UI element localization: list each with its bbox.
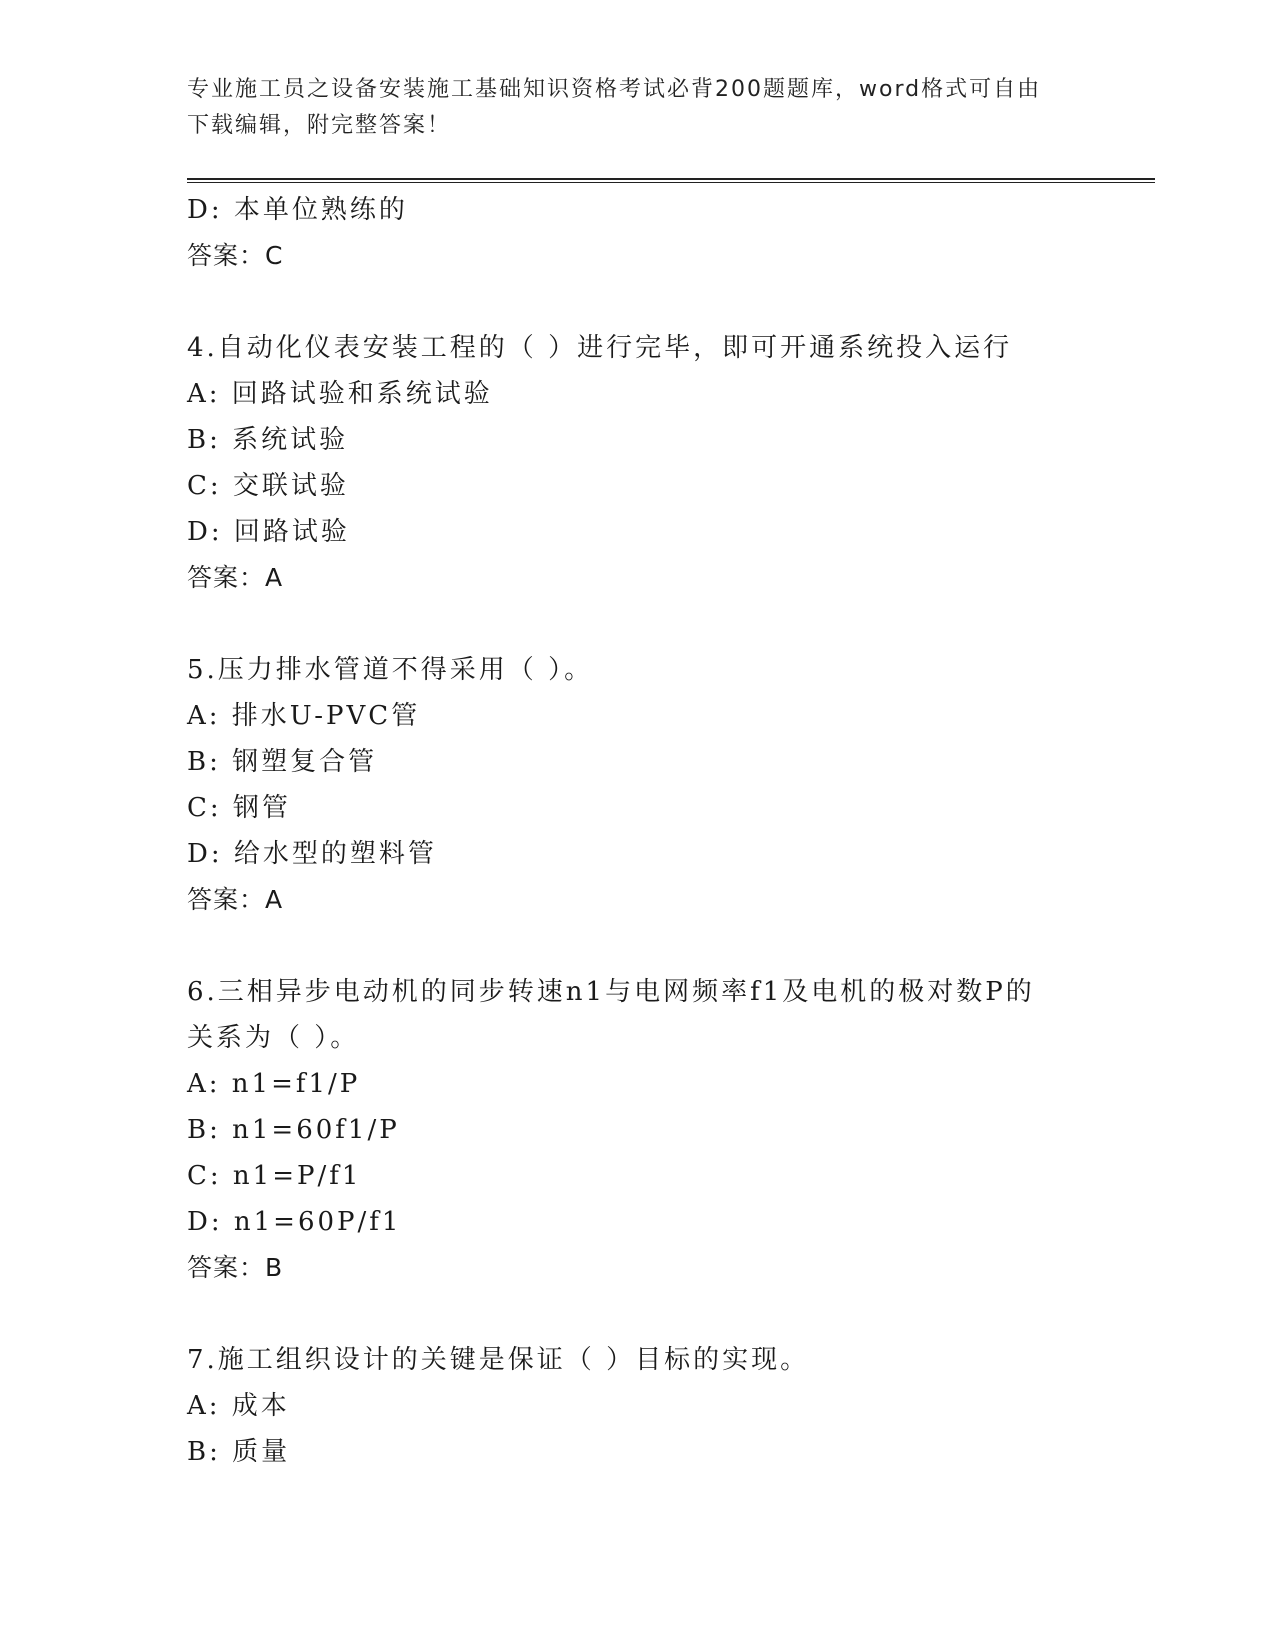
- option-a: A: 回路试验和系统试验: [187, 379, 493, 409]
- question-stem-line-2: 关系为（ ）。: [187, 1023, 360, 1053]
- question-stem: 7.施工组织设计的关键是保证（ ）目标的实现。: [187, 1345, 810, 1375]
- option-d: D: 给水型的塑料管: [187, 839, 437, 869]
- option-c: C: 钢管: [187, 793, 291, 823]
- option-a: A: 排水U-PVC管: [187, 701, 421, 731]
- question-5: [187, 647, 1107, 923]
- question-stem: 4.自动化仪表安装工程的（ ）进行完毕，即可开通系统投入运行: [187, 333, 1013, 363]
- question-7: [187, 1337, 1107, 1475]
- option-d: D: 本单位熟练的: [187, 195, 408, 225]
- question-stem-line-1: 6.三相异步电动机的同步转速n1与电网频率f1及电机的极对数P的: [187, 977, 1035, 1007]
- answer: 答案：A: [187, 563, 284, 592]
- spacer: [187, 1291, 1107, 1337]
- option-b: B: n1=60f1/P: [187, 1115, 400, 1145]
- header-line-1: 专业施工员之设备安装施工基础知识资格考试必背200题题库，word格式可自由: [187, 77, 1042, 102]
- option-c: C: n1=P/f1: [187, 1161, 362, 1191]
- question-stem: 5.压力排水管道不得采用（ ）。: [187, 655, 594, 685]
- option-b: B: 钢塑复合管: [187, 747, 378, 777]
- option-c: C: 交联试验: [187, 471, 349, 501]
- header-line-2: 下载编辑，附完整答案！: [187, 113, 452, 138]
- answer: 答案：A: [187, 885, 284, 914]
- option-a: A: 成本: [187, 1391, 290, 1421]
- question-3-tail: [187, 187, 1107, 279]
- answer: 答案：B: [187, 1253, 284, 1282]
- question-list: [187, 187, 1107, 1475]
- option-b: B: 系统试验: [187, 425, 349, 455]
- question-4: [187, 325, 1107, 601]
- question-6: [187, 969, 1107, 1291]
- option-d: D: 回路试验: [187, 517, 350, 547]
- option-b: B: 质量: [187, 1437, 291, 1467]
- document-header: [187, 72, 1067, 144]
- option-a: A: n1=f1/P: [187, 1069, 361, 1099]
- spacer: [187, 279, 1107, 325]
- answer: 答案：C: [187, 241, 284, 270]
- option-d: D: n1=60P/f1: [187, 1207, 402, 1237]
- spacer: [187, 923, 1107, 969]
- header-divider: [187, 178, 1155, 183]
- spacer: [187, 601, 1107, 647]
